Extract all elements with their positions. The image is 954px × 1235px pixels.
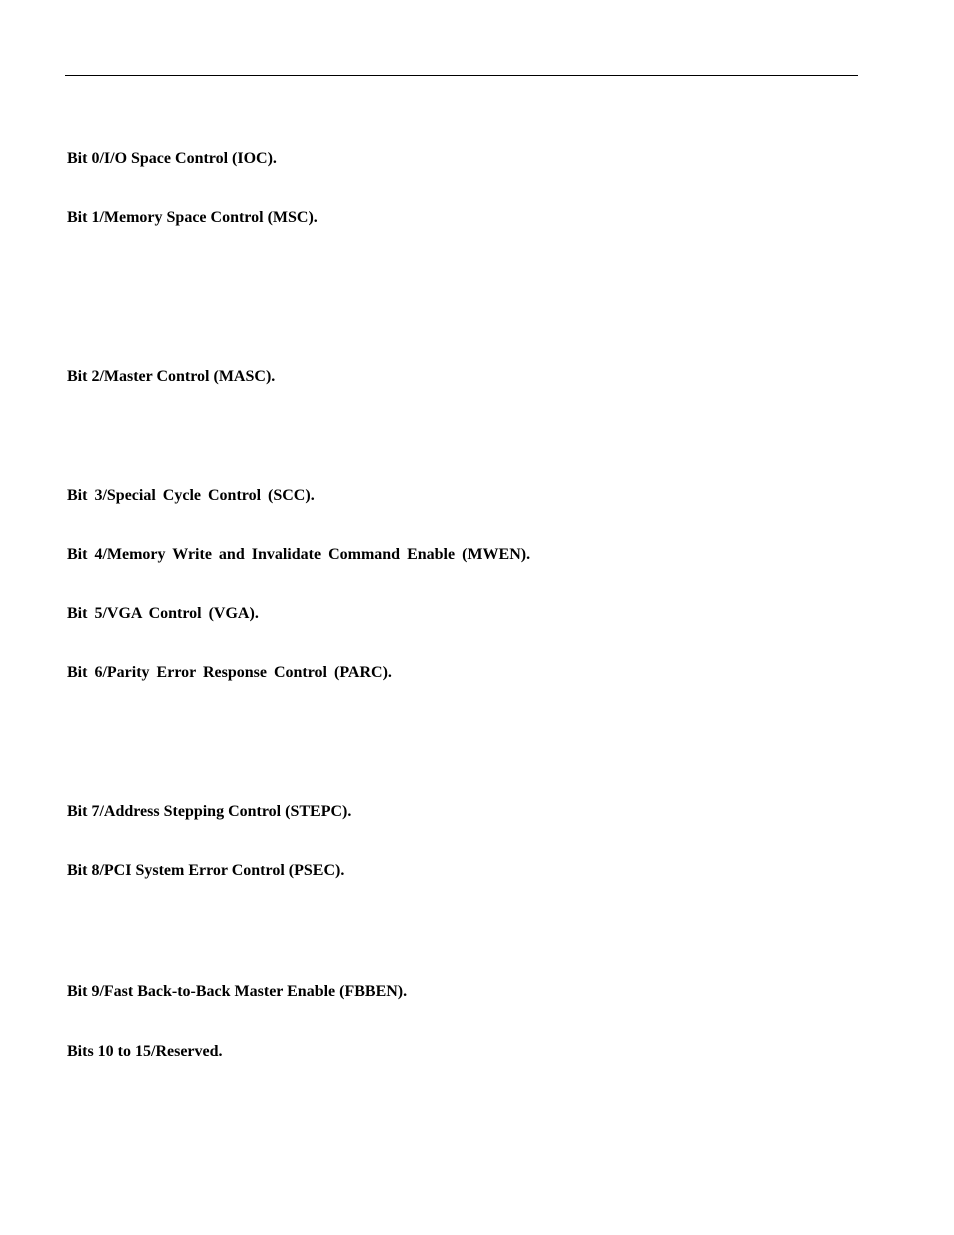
bit-7-heading: Bit 7/Address Stepping Control (STEPC). — [67, 803, 352, 820]
bit-9-heading: Bit 9/Fast Back-to-Back Master Enable (FBBEN). — [67, 983, 408, 1000]
bit-6-heading: Bit 6/Parity Error Response Control (PARC). — [67, 664, 392, 681]
bit-3-heading: Bit 3/Special Cycle Control (SCC). — [67, 487, 315, 504]
bit-4-heading: Bit 4/Memory Write and Invalidate Command Enable (MWEN). — [67, 546, 531, 563]
bit-1-heading: Bit 1/Memory Space Control (MSC). — [67, 209, 318, 226]
bit-2-heading: Bit 2/Master Control (MASC). — [67, 368, 276, 385]
header-rule — [65, 75, 858, 76]
bits-10-15-heading: Bits 10 to 15/Reserved. — [67, 1043, 223, 1060]
bit-0-heading: Bit 0/I/O Space Control (IOC). — [67, 150, 277, 167]
bit-5-heading: Bit 5/VGA Control (VGA). — [67, 605, 259, 622]
bit-8-heading: Bit 8/PCI System Error Control (PSEC). — [67, 862, 345, 879]
